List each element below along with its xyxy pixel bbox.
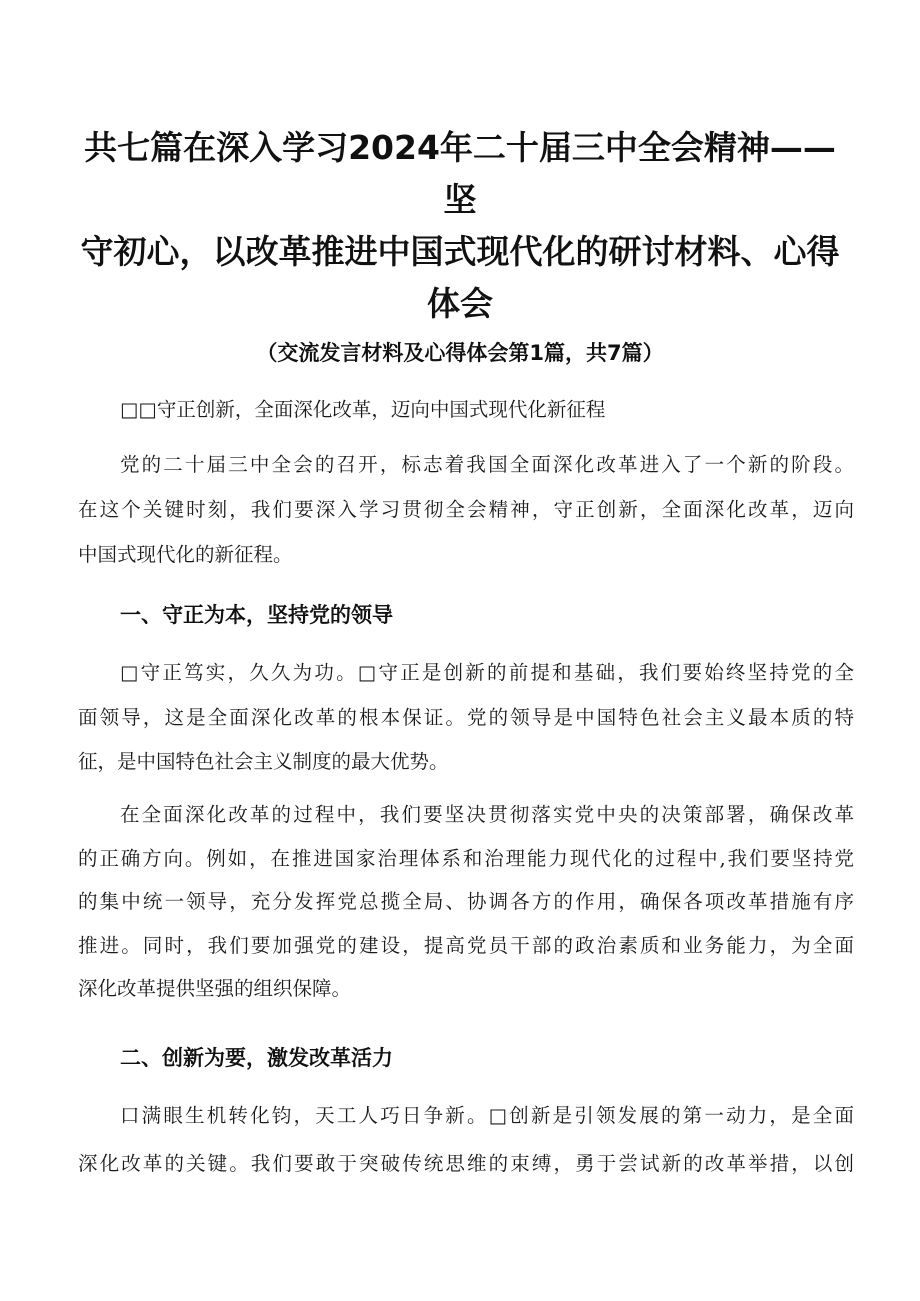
section-1-para-1-line-2: 面领导，这是全面深化改革的根本保证。党的领导是中国特色社会主义最本质的特 bbox=[78, 706, 854, 729]
section-1-heading: 一、守正为本，坚持党的领导 bbox=[120, 603, 393, 627]
intro-line-1: 党的二十届三中全会的召开，标志着我国全面深化改革进入了一个新的阶段。 bbox=[120, 453, 854, 476]
section-1-para-2-line-1: 在全面深化改革的过程中，我们要坚决贯彻落实党中央的决策部署，确保改革 bbox=[120, 803, 854, 826]
section-2-heading: 二、创新为要，激发改革活力 bbox=[120, 1046, 393, 1070]
section-2-para-1-line-2: 深化改革的关键。我们要敢于突破传统思维的束缚，勇于尝试新的改革举措，以创 bbox=[78, 1152, 854, 1175]
section-1-para-2-line-4: 推进。同时，我们要加强党的建设，提高党员干部的政治素质和业务能力，为全面 bbox=[78, 934, 854, 957]
section-1-para-1-line-1: □守正笃实，久久为功。□守正是创新的前提和基础，我们要始终坚持党的全 bbox=[120, 661, 854, 684]
section-1-para-2-line-5: 深化改革提供坚强的组织保障。 bbox=[78, 977, 352, 1000]
title-line-1: 共七篇在深入学习2024年二十届三中全会精神——坚 bbox=[84, 128, 836, 219]
document-subtitle: （交流发言材料及心得体会第1篇，共7篇） bbox=[256, 341, 664, 365]
document-title bbox=[70, 122, 850, 330]
intro-line-3: 中国式现代化的新征程。 bbox=[78, 543, 293, 566]
section-1-para-2-line-2: 的正确方向。例如，在推进国家治理体系和治理能力现代化的过程中,我们要坚持党 bbox=[78, 847, 854, 870]
title-line-2: 守初心，以改革推进中国式现代化的研讨材料、心得 bbox=[80, 232, 840, 271]
section-2-para-1-line-1: 口满眼生机转化钧，天工人巧日争新。□创新是引领发展的第一动力，是全面 bbox=[120, 1104, 854, 1127]
section-1-para-2-line-3: 的集中统一领导，充分发挥党总揽全局、协调各方的作用，确保各项改革措施有序 bbox=[78, 890, 854, 913]
section-1-para-1-line-3: 征，是中国特色社会主义制度的最大优势。 bbox=[78, 750, 449, 773]
article-title: □□守正创新，全面深化改革，迈向中国式现代化新征程 bbox=[120, 398, 606, 421]
title-line-3: 体会 bbox=[427, 284, 493, 323]
intro-line-2: 在这个关键时刻，我们要深入学习贯彻全会精神，守正创新，全面深化改革，迈向 bbox=[78, 498, 854, 521]
